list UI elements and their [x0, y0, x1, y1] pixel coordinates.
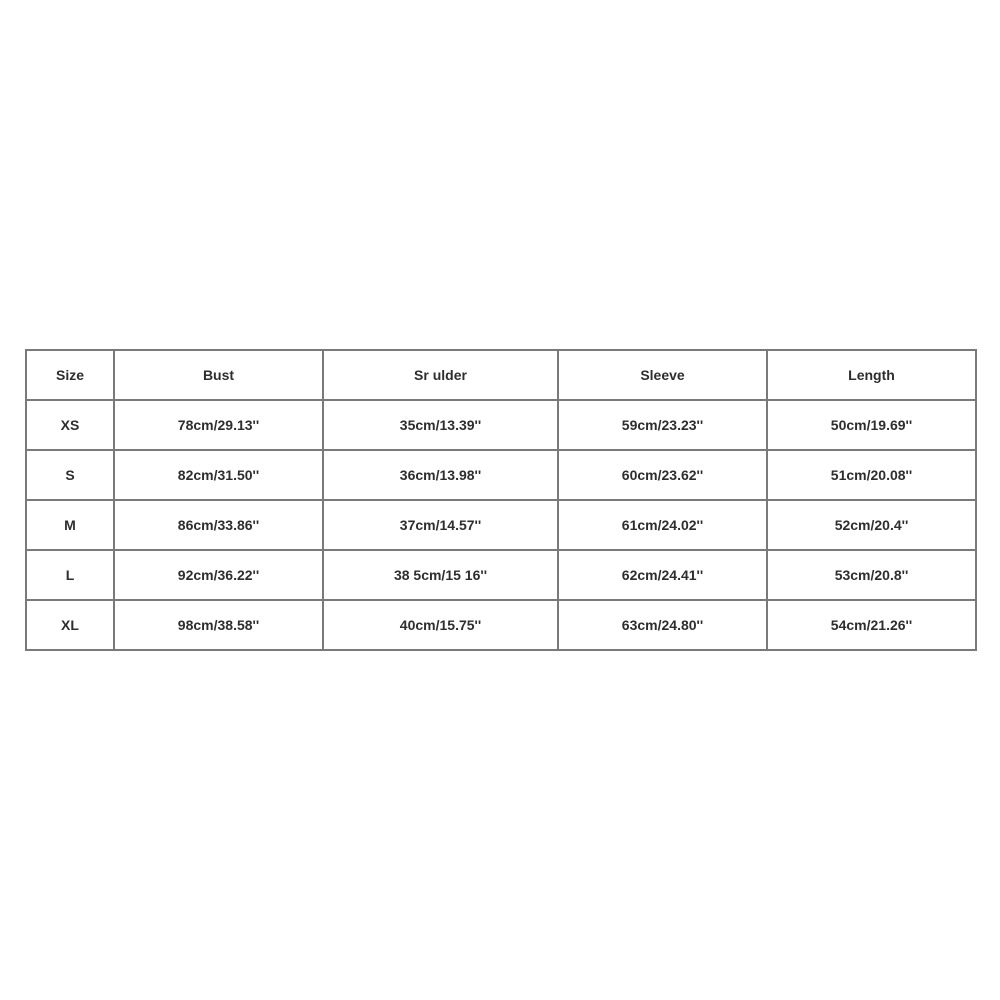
size-cell: S: [26, 450, 114, 500]
sleeve-cell: 60cm/23.62'': [558, 450, 767, 500]
length-cell: 52cm/20.4'': [767, 500, 976, 550]
column-header-size: Size: [26, 350, 114, 400]
sleeve-cell: 59cm/23.23'': [558, 400, 767, 450]
length-cell: 50cm/19.69'': [767, 400, 976, 450]
table-header-row: [26, 350, 976, 400]
column-header-sleeve: Sleeve: [558, 350, 767, 400]
sleeve-cell: 61cm/24.02'': [558, 500, 767, 550]
bust-cell: 86cm/33.86'': [114, 500, 323, 550]
length-cell: 54cm/21.26'': [767, 600, 976, 650]
column-header-shoulder: Sr ulder: [323, 350, 558, 400]
sleeve-cell: 63cm/24.80'': [558, 600, 767, 650]
table-row: [26, 400, 976, 450]
table-row: [26, 550, 976, 600]
table-row: [26, 500, 976, 550]
size-cell: XL: [26, 600, 114, 650]
shoulder-cell: 35cm/13.39'': [323, 400, 558, 450]
shoulder-cell: 38 5cm/15 16'': [323, 550, 558, 600]
shoulder-cell: 36cm/13.98'': [323, 450, 558, 500]
table-row: [26, 600, 976, 650]
column-header-bust: Bust: [114, 350, 323, 400]
bust-cell: 82cm/31.50'': [114, 450, 323, 500]
size-chart-table: [25, 349, 977, 651]
bust-cell: 98cm/38.58'': [114, 600, 323, 650]
length-cell: 53cm/20.8'': [767, 550, 976, 600]
column-header-length: Length: [767, 350, 976, 400]
bust-cell: 92cm/36.22'': [114, 550, 323, 600]
shoulder-cell: 37cm/14.57'': [323, 500, 558, 550]
size-cell: L: [26, 550, 114, 600]
size-cell: M: [26, 500, 114, 550]
bust-cell: 78cm/29.13'': [114, 400, 323, 450]
length-cell: 51cm/20.08'': [767, 450, 976, 500]
size-cell: XS: [26, 400, 114, 450]
shoulder-cell: 40cm/15.75'': [323, 600, 558, 650]
sleeve-cell: 62cm/24.41'': [558, 550, 767, 600]
table-row: [26, 450, 976, 500]
